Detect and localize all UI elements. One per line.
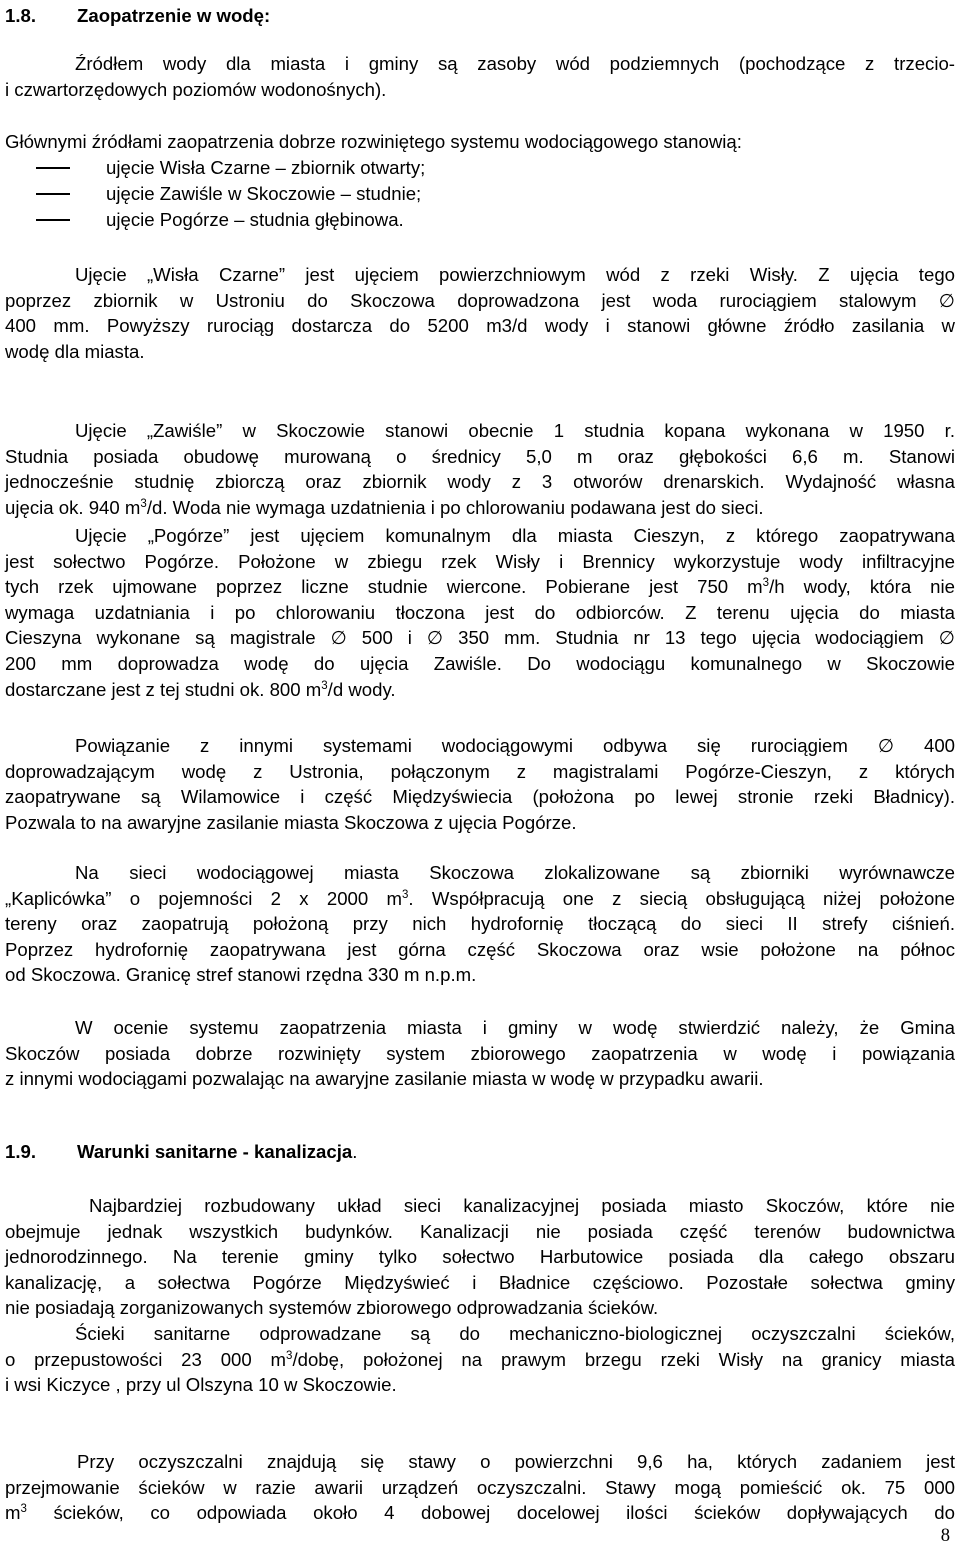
text-line: Najbardziej rozbudowany układ sieci kanalizacyjnej posiada miasto Skoczów, które nie bbox=[89, 1195, 955, 1216]
section-number: 1.9. bbox=[5, 1141, 37, 1162]
text-line: Cieszyna wykonane są magistrale ∅ 500 i ∅ 350 mm. Studnia nr 13 tego ujęcia wodociągiem ∅ bbox=[5, 627, 955, 649]
text-line: i wsi Kiczyce , przy ul Olszyna 10 w Skoczowie. bbox=[5, 1374, 397, 1396]
text-line: 400 mm. Powyższy rurociąg dostarcza do 5200 m3/d wody i stanowi główne źródło zasilania w bbox=[5, 315, 955, 337]
text-line: $m^3$ ścieków, co odpowiada około 4 dobowej docelowej ilości ścieków dopływających do bbox=[5, 1502, 955, 1524]
page-number: 8 bbox=[940, 1525, 950, 1546]
text-line: dostarczane jest z tej studni ok. 800 $m^3/d$ wody. bbox=[5, 678, 396, 700]
text-line: ujęcia ok. 940 $m^3/d$. Woda nie wymaga uzdatnienia i po chlorowaniu podawana jest do sieci. bbox=[5, 496, 764, 518]
list-item: ujęcie Wisła Czarne – zbiornik otwarty; bbox=[36, 155, 425, 181]
dash-bullet-icon bbox=[36, 193, 70, 195]
text-line: z innymi wodociągami pozwalając na awaryjne zasilanie miasta w wodę w przypadku awarii. bbox=[5, 1068, 764, 1090]
text-line: kanalizację, a sołectwa Pogórze Międzyświeć i Bładnice częściowo. Pozostałe sołectwa gminy bbox=[5, 1271, 955, 1293]
paragraph bbox=[5, 51, 955, 102]
text-line: wodę dla miasta. bbox=[5, 340, 145, 362]
paragraph bbox=[5, 523, 955, 702]
paragraph bbox=[5, 418, 955, 520]
text-line: obejmuje jednak wszystkich budynków. Kanalizacji nie posiada część terenów budownictwa bbox=[5, 1220, 955, 1242]
section-number: 1.8. bbox=[5, 5, 37, 26]
dash-bullet-icon bbox=[36, 167, 70, 169]
paragraph bbox=[5, 1449, 955, 1526]
text-line: doprowadzającym wodę z Ustronia, połączonym z magistralami Pogórze-Cieszyn, z których bbox=[5, 760, 955, 782]
section-title: Warunki sanitarne - kanalizacja. bbox=[77, 1141, 358, 1162]
text-line: tych rzek ujmowane poprzez liczne studnie wiercone. Pobierane jest 750 $m^3/h$ wody, która nie bbox=[5, 576, 955, 598]
text-line: Ujęcie „Wisła Czarne” jest ujęciem powierzchniowym wód z rzeki Wisły. Z ujęcia tego bbox=[75, 264, 955, 285]
text-line: Studnia posiada obudowę murowaną o średnicy 5,0 m oraz głębokości 6,6 m. Stanowi bbox=[5, 445, 955, 467]
text-line: Głównymi źródłami zaopatrzenia dobrze rozwiniętego systemu wodociągowego stanowią: bbox=[5, 131, 742, 152]
section-heading-1-9 bbox=[5, 1140, 358, 1164]
text-line: Skoczów posiada dobrze rozwinięty system zbiorowego zaopatrzenia w wodę i powiązania bbox=[5, 1042, 955, 1064]
text-line: o przepustowości 23 000 $m^3$/dobę, położonej na prawym brzegu rzeki Wisły na granicy miasta bbox=[5, 1348, 955, 1370]
text-line: Ujęcie „Zawiśle” w Skoczowie stanowi obecnie 1 studnia kopana wykonana w 1950 r. bbox=[75, 420, 955, 441]
text-line: „Kaplicówka” o pojemności 2 x 2000 $m^3$. Współpracują one z siecią obsługującą niżej położone bbox=[5, 887, 955, 909]
paragraph bbox=[5, 262, 955, 364]
text-line: zaopatrywane są Wilamowice i część Międzyświecia (położona po lewej stronie rzeki Bładnicy). bbox=[5, 786, 955, 808]
paragraph bbox=[5, 1015, 955, 1092]
text-line: Na sieci wodociągowej miasta Skoczowa zlokalizowane są zbiorniki wyrównawcze bbox=[75, 862, 955, 883]
text-line: 200 mm doprowadza wodę do ujęcia Zawiśle. Do wodociągu komunalnego w Skoczowie bbox=[5, 652, 955, 674]
text-line: Poprzez hydrofornię zaopatrywana jest górna część Skoczowa oraz wsie położone na północ bbox=[5, 938, 955, 960]
text-line: Powiązanie z innymi systemami wodociągowymi odbywa się rurociągiem ∅ 400 bbox=[75, 735, 955, 756]
list-item: ujęcie Pogórze – studnia głębinowa. bbox=[36, 207, 404, 233]
text-line: poprzez zbiornik w Ustroniu do Skoczowa doprowadzona jest woda rurociągiem stalowym ∅ bbox=[5, 289, 955, 311]
text-line: jednocześnie studnię zbiorczą oraz zbiornik wody z 3 otworów drenarskich. Wydajność własna bbox=[5, 471, 955, 493]
section-title: Zaopatrzenie w wodę: bbox=[77, 5, 271, 26]
text-line: przejmowanie ścieków w razie awarii urządzeń oczyszczalni. Stawy mogą pomieścić ok. 75 000 bbox=[5, 1476, 955, 1498]
list-item: ujęcie Zawiśle w Skoczowie – studnie; bbox=[36, 181, 421, 207]
text-line: Przy oczyszczalni znajdują się stawy o powierzchni 9,6 ha, których zadaniem jest bbox=[77, 1451, 955, 1472]
text-line: nie posiadają zorganizowanych systemów zbiorowego odprowadzania ścieków. bbox=[5, 1297, 659, 1319]
section-heading-1-8 bbox=[5, 4, 271, 28]
paragraph bbox=[5, 1321, 955, 1398]
paragraph bbox=[5, 733, 955, 835]
paragraph bbox=[5, 1193, 955, 1321]
text-line: Pozwala to na awaryjne zasilanie miasta Skoczowa z ujęcia Pogórze. bbox=[5, 811, 577, 833]
text-line: W ocenie systemu zaopatrzenia miasta i gminy w wodę stwierdzić należy, że Gmina bbox=[75, 1017, 955, 1038]
text-line: Ścieki sanitarne odprowadzane są do mechaniczno-biologicznej oczyszczalni ścieków, bbox=[75, 1323, 955, 1344]
text-line: Ujęcie „Pogórze” jest ujęciem komunalnym dla miasta Cieszyn, z którego zaopatrywana bbox=[75, 525, 955, 546]
text-line: jednorodzinnego. Na terenie gminy tylko sołectwo Harbutowice posiada dla całego obszaru bbox=[5, 1246, 955, 1268]
text-line: Źródłem wody dla miasta i gminy są zasoby wód podziemnych (pochodzące z trzecio- bbox=[75, 53, 955, 74]
text-line: wymaga uzdatniania i po chlorowaniu tłoczona jest do odbiorców. Z terenu ujęcia do miasta bbox=[5, 601, 955, 623]
dash-bullet-icon bbox=[36, 219, 70, 221]
paragraph bbox=[5, 860, 955, 988]
text-line: od Skoczowa. Granicę stref stanowi rzędna 330 m n.p.m. bbox=[5, 964, 477, 986]
text-line: tereny oraz zaopatrują położoną przy nich hydrofornię tłoczącą do sieci II strefy ciśnień. bbox=[5, 913, 955, 935]
paragraph bbox=[5, 129, 955, 155]
text-line: jest sołectwo Pogórze. Położone w zbiegu rzek Wisły i Brennicy wykorzystuje wody infiltracyjne bbox=[5, 550, 955, 572]
text-line: i czwartorzędowych poziomów wodonośnych). bbox=[5, 78, 387, 100]
